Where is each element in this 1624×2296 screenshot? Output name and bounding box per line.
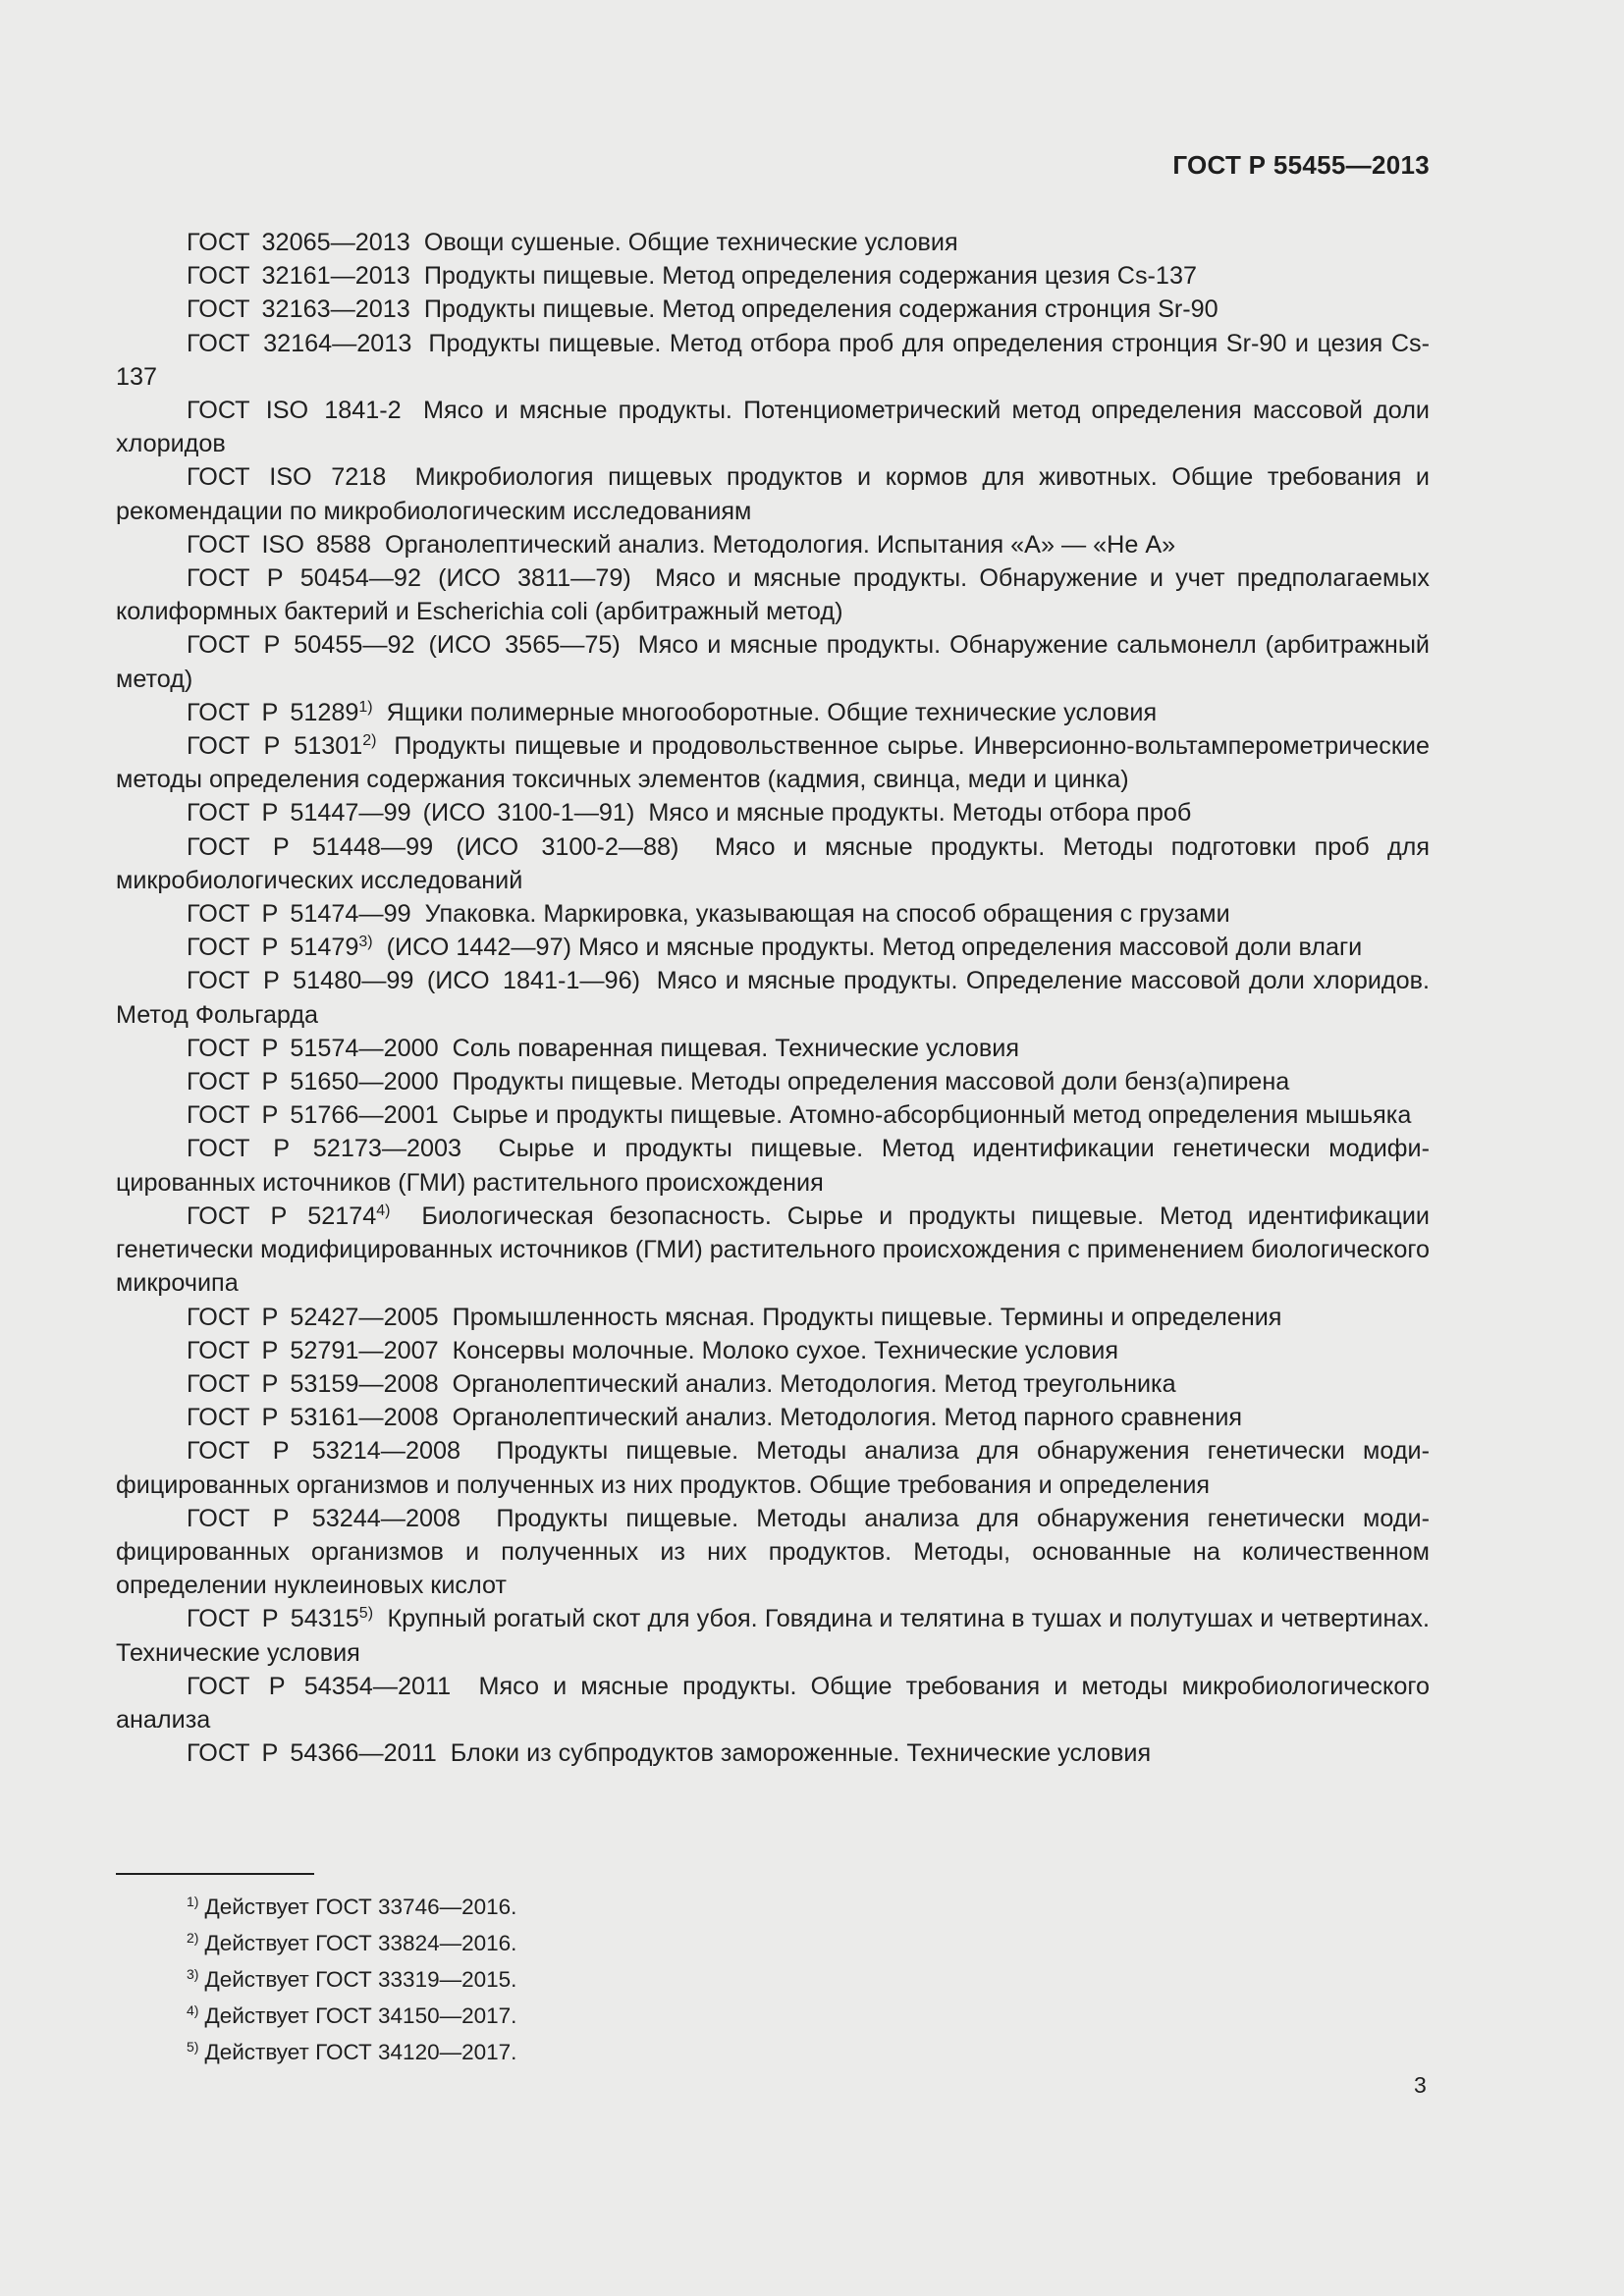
reference-title: Продукты пищевые. Метод определения содержания стронция Sr-90	[423, 295, 1218, 324]
reference-code: ГОСТ Р 54366—2011	[187, 1739, 437, 1768]
reference-code: ГОСТ ISO 1841-2	[187, 397, 402, 425]
reference-code: ГОСТ Р 51474—99	[187, 900, 411, 929]
reference-entry	[116, 528, 1430, 561]
reference-entry	[116, 1367, 1430, 1401]
reference-title: Органолептический анализ. Методология. Испытания «А» — «Не А»	[384, 530, 1176, 559]
footnote-text: Действует ГОСТ 34150—2017.	[204, 2003, 517, 2028]
reference-title: Крупный рогатый скот для убоя. Говядина и телятина в тушах и полутушах и четвертинах. Технические условия	[116, 1605, 1430, 1667]
reference-entry	[116, 796, 1430, 829]
footnote-text: Действует ГОСТ 33746—2016.	[204, 1895, 517, 1919]
reference-code: ГОСТ Р 51650—2000	[187, 1068, 439, 1096]
reference-entry	[116, 696, 1430, 729]
reference-entry	[116, 561, 1430, 628]
reference-code: ГОСТ 32163—2013	[187, 295, 410, 324]
reference-entry	[116, 327, 1430, 394]
reference-entry	[116, 1200, 1430, 1301]
reference-entry	[116, 394, 1430, 460]
reference-title: Продукты пищевые. Методы определения массовой доли бенз(а)пирена	[452, 1068, 1290, 1096]
reference-title: Продукты пищевые. Метод определения содержания цезия Cs-137	[423, 262, 1197, 291]
reference-title: Мясо и мясные продукты. Потенциометрический метод определения массовой доли хлоридов	[116, 397, 1430, 458]
reference-entry	[116, 1132, 1430, 1199]
footnote-number: 4)	[187, 2002, 199, 2018]
reference-code: ГОСТ 32161—2013	[187, 262, 410, 291]
reference-title: Мясо и мясные продукты. Методы отбора проб	[648, 799, 1192, 828]
reference-title: Овощи сушеные. Общие технические условия	[423, 229, 958, 256]
footnote-number: 1)	[187, 1894, 199, 1909]
footnote-number: 3)	[187, 1966, 199, 1982]
reference-code: ГОСТ 32065—2013	[187, 229, 410, 256]
reference-title: Ящики полимерные многооборотные. Общие технические условия	[386, 698, 1158, 726]
reference-entry	[116, 1502, 1430, 1603]
reference-title: Промышленность мясная. Продукты пищевые. Термины и определения	[452, 1303, 1282, 1331]
reference-code: ГОСТ Р 50454—92 (ИСО 3811—79)	[187, 564, 631, 593]
reference-code: ГОСТ Р 50455—92 (ИСО 3565—75)	[187, 631, 621, 660]
reference-code: ГОСТ Р 51301	[187, 732, 363, 761]
reference-code: ГОСТ 32164—2013	[187, 329, 412, 357]
reference-title: Мясо и мясные продукты. Обнаружение и учет предполагаемых колиформных бактерий и Escherichia coli (арбитражный метод)	[116, 564, 1430, 626]
reference-entry	[116, 964, 1430, 1031]
reference-code: ГОСТ Р 52173—2003	[187, 1135, 462, 1163]
reference-entry	[116, 830, 1430, 897]
footnote-marker: 1)	[358, 698, 373, 716]
reference-title: Сырье и продукты пищевые. Атомно-абсорбционный метод определения мышьяка	[452, 1101, 1412, 1130]
footnote-text: Действует ГОСТ 33319—2015.	[204, 1967, 517, 1992]
reference-entry	[116, 729, 1430, 796]
reference-code: ГОСТ Р 54354—2011	[187, 1672, 452, 1700]
footnote-marker: 5)	[358, 1605, 374, 1623]
footnote-number: 5)	[187, 2039, 199, 2055]
reference-entry	[116, 293, 1430, 326]
reference-title: Микробиология пищевых продуктов и кормов для животных. Общие требования и рекомендации по микробиологическим исследованиям	[116, 463, 1430, 525]
reference-entry	[116, 1098, 1430, 1132]
reference-title: Продукты пищевые. Методы анализа для обнаружения генетически модифицированных организмов и полученных из них продуктов. Методы, основанные на количественном определении нуклеиновых кислот	[116, 1504, 1430, 1600]
reference-title: (ИСО 1442—97) Мясо и мясные продукты. Метод определения массовой доли влаги	[386, 934, 1363, 962]
reference-title: Органолептический анализ. Методология. Метод парного сравнения	[452, 1404, 1243, 1432]
reference-entry	[116, 1334, 1430, 1367]
reference-code: ГОСТ Р 53161—2008	[187, 1404, 439, 1432]
reference-code: ГОСТ Р 51766—2001	[187, 1101, 439, 1130]
footnote	[187, 1998, 516, 2034]
reference-code: ГОСТ Р 51289	[187, 698, 359, 726]
document-header-id: ГОСТ Р 55455—2013	[1172, 150, 1430, 180]
reference-title: Блоки из субпродуктов замороженные. Технические условия	[450, 1739, 1152, 1768]
reference-title: Соль поваренная пищевая. Технические условия	[452, 1034, 1020, 1062]
reference-code: ГОСТ Р 52174	[187, 1201, 377, 1230]
normative-references-list	[116, 226, 1430, 1770]
reference-entry	[116, 1032, 1430, 1065]
reference-code: ГОСТ ISO 7218	[187, 463, 387, 492]
reference-entry	[116, 628, 1430, 695]
reference-entry	[116, 1670, 1430, 1736]
reference-code: ГОСТ Р 51574—2000	[187, 1034, 439, 1062]
reference-code: ГОСТ Р 52427—2005	[187, 1303, 439, 1331]
reference-code: ГОСТ Р 53214—2008	[187, 1437, 461, 1466]
reference-code: ГОСТ Р 51448—99 (ИСО 3100-2—88)	[187, 832, 679, 861]
reference-title: Мясо и мясные продукты. Методы подготовки проб для микробиологических исследований	[116, 832, 1431, 894]
reference-title: Мясо и мясные продукты. Обнаружение сальмонелл (арбитражный метод)	[116, 631, 1431, 693]
reference-title: Мясо и мясные продукты. Общие требования и методы микробиологического анализа	[116, 1672, 1430, 1734]
reference-title: Биологическая безопасность. Сырье и продукты пищевые. Метод идентификации генетически модифицированных источников (ГМИ) растительного происхождения с применением биологического микрочипа	[116, 1201, 1430, 1298]
reference-entry	[116, 1736, 1430, 1770]
reference-entry	[116, 460, 1430, 527]
reference-title: Консервы молочные. Молоко сухое. Технические условия	[452, 1336, 1118, 1364]
footnote	[187, 1925, 516, 1961]
reference-title: Органолептический анализ. Методология. Метод треугольника	[452, 1369, 1176, 1398]
reference-title: Продукты пищевые и продовольственное сырье. Инверсионно-вольтамперомeтрические методы определения содержания токсичных элементов (кадмия, свинца, меди и цинка)	[116, 732, 1430, 794]
reference-entry	[116, 1301, 1430, 1334]
reference-entry	[116, 1434, 1430, 1501]
footnote-number: 2)	[187, 1930, 199, 1946]
footnote-separator	[116, 1873, 314, 1875]
reference-code: ГОСТ Р 51479	[187, 934, 359, 962]
reference-code: ГОСТ Р 51480—99 (ИСО 1841-1—96)	[187, 967, 640, 995]
reference-code: ГОСТ Р 53244—2008	[187, 1504, 461, 1532]
reference-code: ГОСТ Р 51447—99 (ИСО 3100-1—91)	[187, 799, 635, 828]
footnote	[187, 1889, 516, 1925]
reference-entry	[116, 1602, 1430, 1669]
page-number: 3	[1414, 2072, 1427, 2098]
reference-title: Продукты пищевые. Метод отбора проб для определения стронция Sr-90 и цезия Cs-137	[116, 329, 1431, 391]
footnote	[187, 2034, 516, 2070]
reference-entry	[116, 1401, 1430, 1434]
reference-title: Продукты пищевые. Методы анализа для обнаружения генетически модифицированных организмов и полученных из них продуктов. Общие требования и определения	[116, 1437, 1430, 1499]
footnote-marker: 2)	[362, 732, 377, 750]
reference-entry	[116, 931, 1430, 964]
reference-entry	[116, 897, 1430, 931]
reference-title: Сырье и продукты пищевые. Метод идентификации генетически модифицированных источников (ГМИ) растительного происхождения	[116, 1135, 1430, 1197]
footnotes-list	[187, 1889, 516, 2070]
footnote	[187, 1961, 516, 1998]
reference-code: ГОСТ Р 52791—2007	[187, 1336, 439, 1364]
footnote-text: Действует ГОСТ 33824—2016.	[204, 1931, 517, 1955]
footnote-marker: 3)	[358, 934, 373, 951]
reference-code: ГОСТ ISO 8588	[187, 530, 371, 559]
reference-code: ГОСТ Р 53159—2008	[187, 1369, 439, 1398]
footnote-text: Действует ГОСТ 34120—2017.	[204, 2040, 517, 2064]
reference-title: Упаковка. Маркировка, указывающая на способ обращения с грузами	[424, 900, 1230, 929]
reference-entry	[116, 1065, 1430, 1098]
reference-title: Мясо и мясные продукты. Определение массовой доли хлоридов. Метод Фольгарда	[116, 967, 1431, 1029]
reference-entry	[116, 259, 1430, 293]
reference-entry	[116, 226, 1430, 259]
footnote-marker: 4)	[376, 1201, 391, 1219]
reference-code: ГОСТ Р 54315	[187, 1605, 359, 1633]
